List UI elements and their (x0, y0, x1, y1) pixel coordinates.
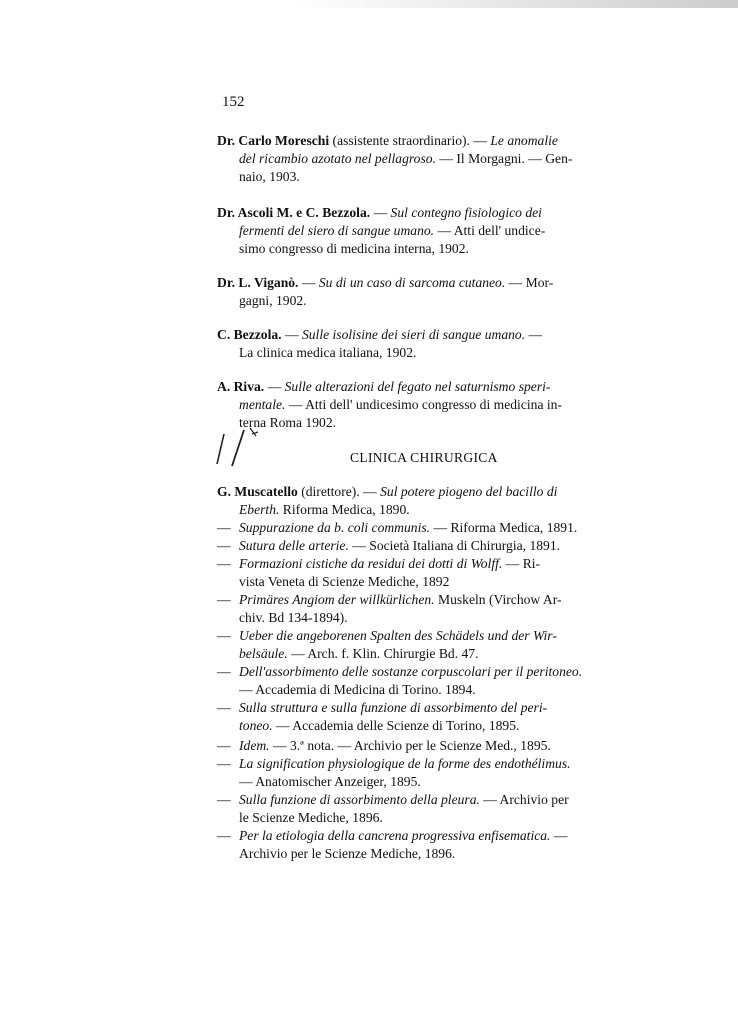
sub-entry: — Ueber die angeborenen Spalten des Schädels und der Wir- belsäule. — Arch. f. Klin. Chirurgie Bd. 47. (217, 628, 557, 661)
sub-entry: — Sutura delle arterie. — Società Italiana di Chirurgia, 1891. (217, 538, 561, 553)
scan-edge-noise (0, 0, 738, 8)
entry-author: Dr. L. Viganò. (217, 275, 299, 290)
entry-author: G. Muscatello (217, 484, 298, 499)
entry-author: Dr. Carlo Moreschi (217, 133, 330, 148)
section-heading: CLINICA CHIRURGICA (350, 450, 498, 465)
entry-author: C. Bezzola. (217, 327, 282, 342)
sub-entry: — Suppurazione da b. coli communis. — Riforma Medica, 1891. (217, 520, 578, 535)
sub-entry: — Sulla struttura e sulla funzione di assorbimento del peri- toneo. — Accademia delle Scienze di Torino, 1895. (217, 700, 548, 733)
sub-entry: — Sulla funzione di assorbimento della pleura. — Archivio per le Scienze Mediche, 1896. (217, 792, 569, 825)
page-number: 152 (222, 94, 245, 110)
entry-author: Dr. Ascoli M. e C. Bezzola. (217, 205, 371, 220)
sub-entry: — Dell'assorbimento delle sostanze corpuscolari per il peritoneo. — Accademia di Medicina di Torino. 1894. (217, 664, 583, 697)
handwritten-marks (214, 426, 274, 470)
sub-entry: — Formazioni cistiche da residui dei dotti di Wolff. — Ri- vista Veneta di Scienze Mediche, 1892 (217, 556, 541, 589)
sub-entry: — La signification physiologique de la forme des endothélimus. — Anatomischer Anzeiger, 1895. (217, 756, 571, 789)
sub-entry: — Primäres Angiom der willkürlichen. Muskeln (Virchow Ar- chiv. Bd 134-1894). (217, 592, 562, 625)
bibliography-entry: Dr. L. Viganò. — Su di un caso di sarcoma cutaneo. — Mor- gagni, 1902. (217, 275, 554, 308)
sub-entry: — Per la etiologia della cancrena progressiva enfisematica. — Archivio per le Scienze Mediche, 1896. (217, 828, 568, 861)
bibliography-entry: A. Riva. — Sulle alterazioni del fegato nel saturnismo speri- mentale. — Atti dell' undicesimo congresso di medicina in- terna Roma 1902. (217, 379, 562, 430)
entry-author: A. Riva. (217, 379, 265, 394)
bibliography-entry: Dr. Ascoli M. e C. Bezzola. — Sul contegno fisiologico dei fermenti del siero di sangue umano. — Atti dell' undice- simo congresso di medicina interna, 1902. (217, 205, 546, 256)
bibliography-entry: G. Muscatello (direttore). — Sul potere piogeno del bacillo di Eberth. Riforma Medica, 1890. (217, 484, 558, 517)
sub-entry: — Idem. — 3.ª nota. — Archivio per le Scienze Med., 1895. (217, 738, 551, 753)
bibliography-entry: C. Bezzola. — Sulle isolisine dei sieri di sangue umano. — La clinica medica italiana, 1902. (217, 327, 543, 360)
bibliography-entry: Dr. Carlo Moreschi (assistente straordinario). — Le anomalie del ricambio azotato nel pellagroso. — Il Morgagni. — Gen- naio, 1903. (217, 133, 573, 184)
